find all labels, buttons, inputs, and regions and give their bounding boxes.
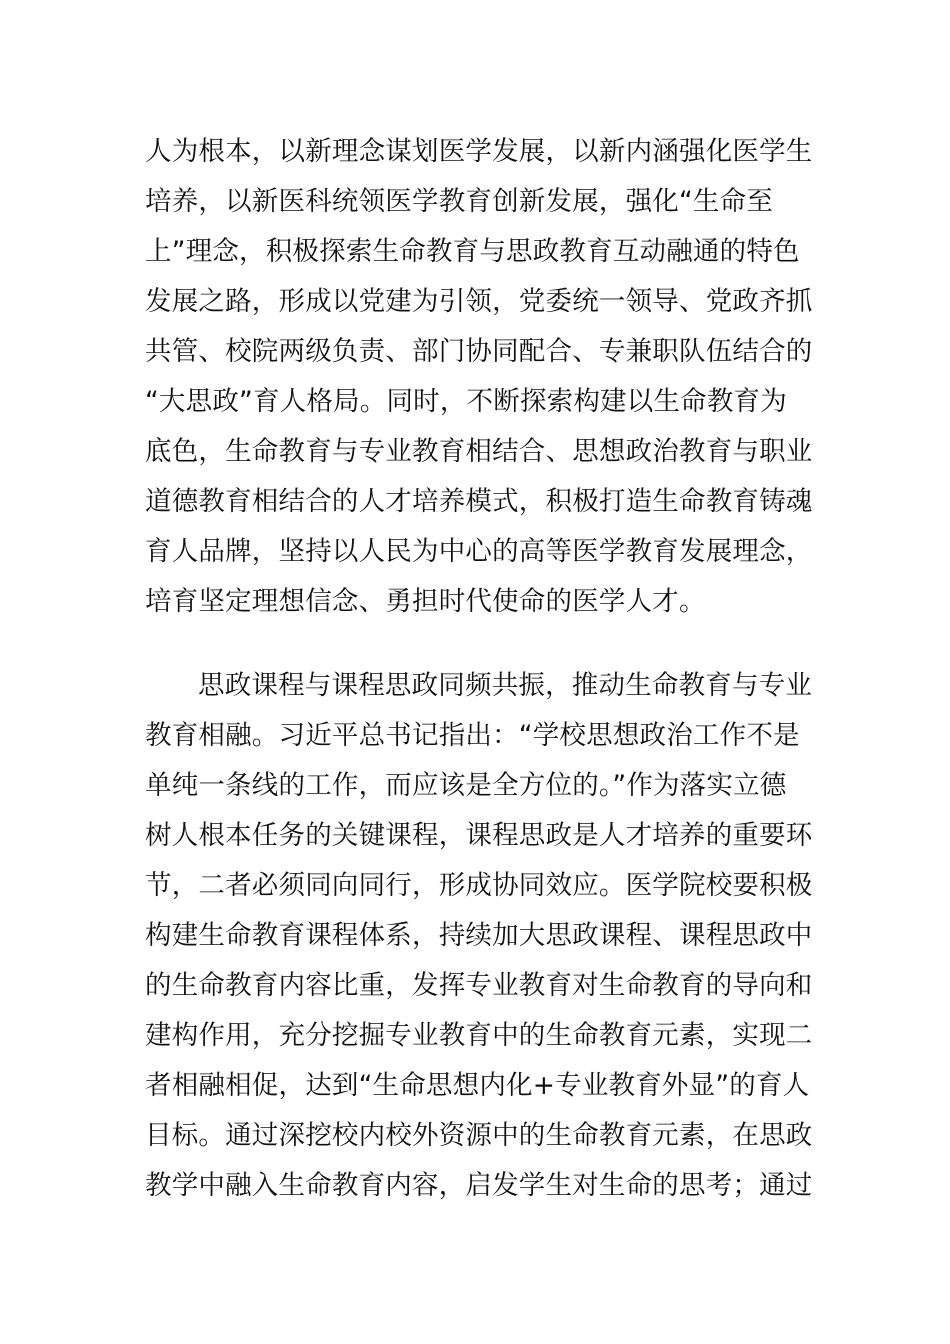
text-line: 目标。通过深挖校内校外资源中的生命教育元素，在思政 (145, 1120, 813, 1151)
text-line: 底色，生命教育与专业教育相结合、思想政治教育与职业 (145, 436, 813, 467)
text-line: 培养，以新医科统领医学教育创新发展，强化“生命至 (145, 186, 774, 217)
text-line: 培育坚定理想信念、勇担时代使命的医学人才。 (145, 586, 706, 617)
text-line: 上”理念，积极探索生命教育与思政教育互动融通的特色 (145, 236, 800, 267)
text-line: “大思政”育人格局。同时，不断探索构建以生命教育为 (145, 386, 787, 417)
text-line: 共管、校院两级负责、部门协同配合、专兼职队伍结合的 (145, 336, 813, 367)
text-line: 建构作用，充分挖掘专业教育中的生命教育元素，实现二 (145, 1020, 813, 1051)
text-line: 道德教育相结合的人才培养模式，积极打造生命教育铸魂 (145, 486, 813, 517)
text-line: 树人根本任务的关键课程，课程思政是人才培养的重要环 (145, 820, 813, 851)
text-line: 构建生命教育课程体系，持续加大思政课程、课程思政中 (145, 920, 813, 951)
text-line: 人为根本，以新理念谋划医学发展，以新内涵强化医学生 (145, 136, 813, 167)
text-line: 发展之路，形成以党建为引领，党委统一领导、党政齐抓 (145, 286, 813, 317)
text-line: 的生命教育内容比重，发挥专业教育对生命教育的导向和 (145, 970, 813, 1001)
text-line: 思政课程与课程思政同频共振，推动生命教育与专业 (198, 670, 813, 701)
text-line: 育人品牌，坚持以人民为中心的高等医学教育发展理念， (145, 536, 813, 567)
text-line: 者相融相促，达到“生命思想内化+专业教育外显”的育人 (145, 1070, 810, 1101)
text-line: 教学中融入生命教育内容，启发学生对生命的思考；通过 (145, 1170, 813, 1201)
text-line: 节，二者必须同向同行，形成协同效应。医学院校要积极 (145, 870, 813, 901)
paragraph-1 (145, 127, 813, 627)
text-line: 教育相融。习近平总书记指出：“学校思想政治工作不是 (145, 720, 800, 751)
text-line: 单纯一条线的工作，而应该是全方位的。”作为落实立德 (145, 770, 787, 801)
paragraph-2 (145, 661, 813, 1211)
